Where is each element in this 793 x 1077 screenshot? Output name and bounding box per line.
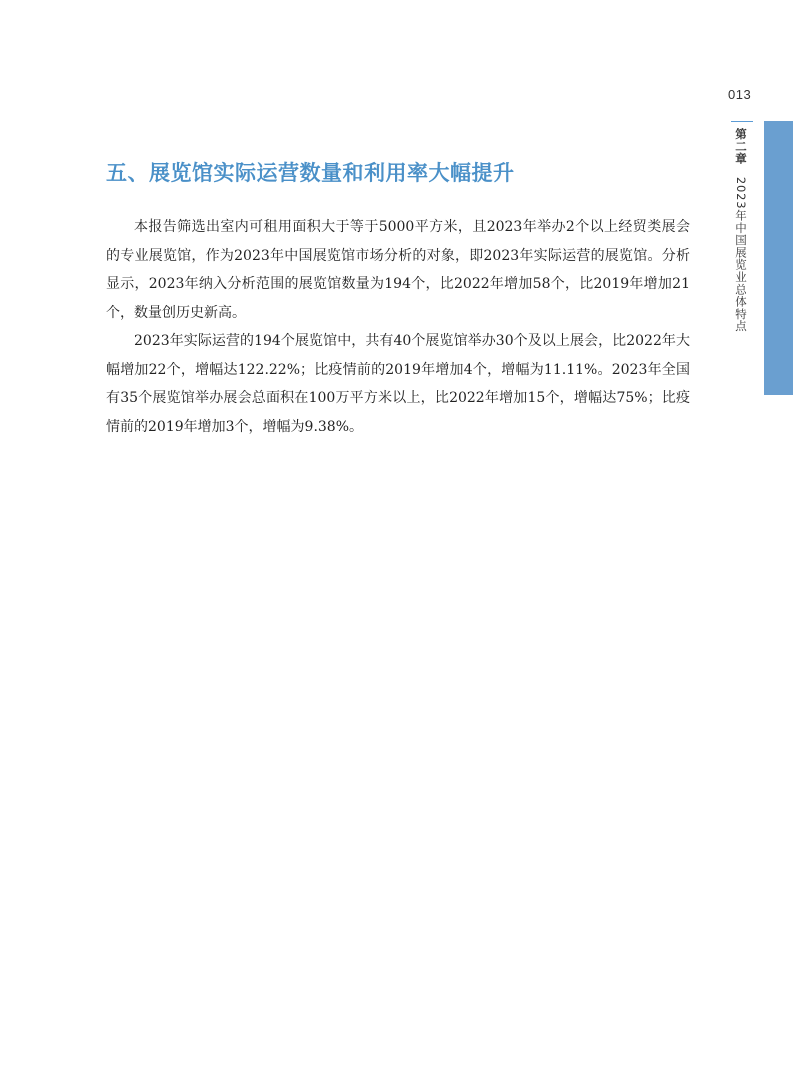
paragraph: 2023年实际运营的194个展览馆中，共有40个展览馆举办30个及以上展会，比2022年大幅增加22个，增幅达122.22%；比疫情前的2019年增加4个，增幅为11.11%。2023年全国有35个展览馆举办展会总面积在100万平方米以上，比2022年增加15个，增幅达75%；比疫情前的2019年增加3个，增幅为9.38%。 <box>106 333 690 435</box>
running-header <box>731 128 751 332</box>
running-header-title: 2023年中国展览业总体特点 <box>734 176 748 333</box>
body-text <box>106 213 690 441</box>
chapter-side-tab <box>764 121 793 395</box>
paragraph: 本报告筛选出室内可租用面积大于等于5000平方米，且2023年举办2个以上经贸类展会的专业展览馆，作为2023年中国展览馆市场分析的对象，即2023年实际运营的展览馆。分析显示，2023年纳入分析范围的展览馆数量为194个，比2022年增加58个，比2019年增加21个，数量创历史新高。 <box>106 219 690 321</box>
page-number: 013 <box>728 87 752 102</box>
section-title: 五、展览馆实际运营数量和利用率大幅提升 <box>106 161 515 185</box>
running-header-chapter: 第二章 <box>734 128 748 165</box>
page-number-rule <box>731 121 753 122</box>
